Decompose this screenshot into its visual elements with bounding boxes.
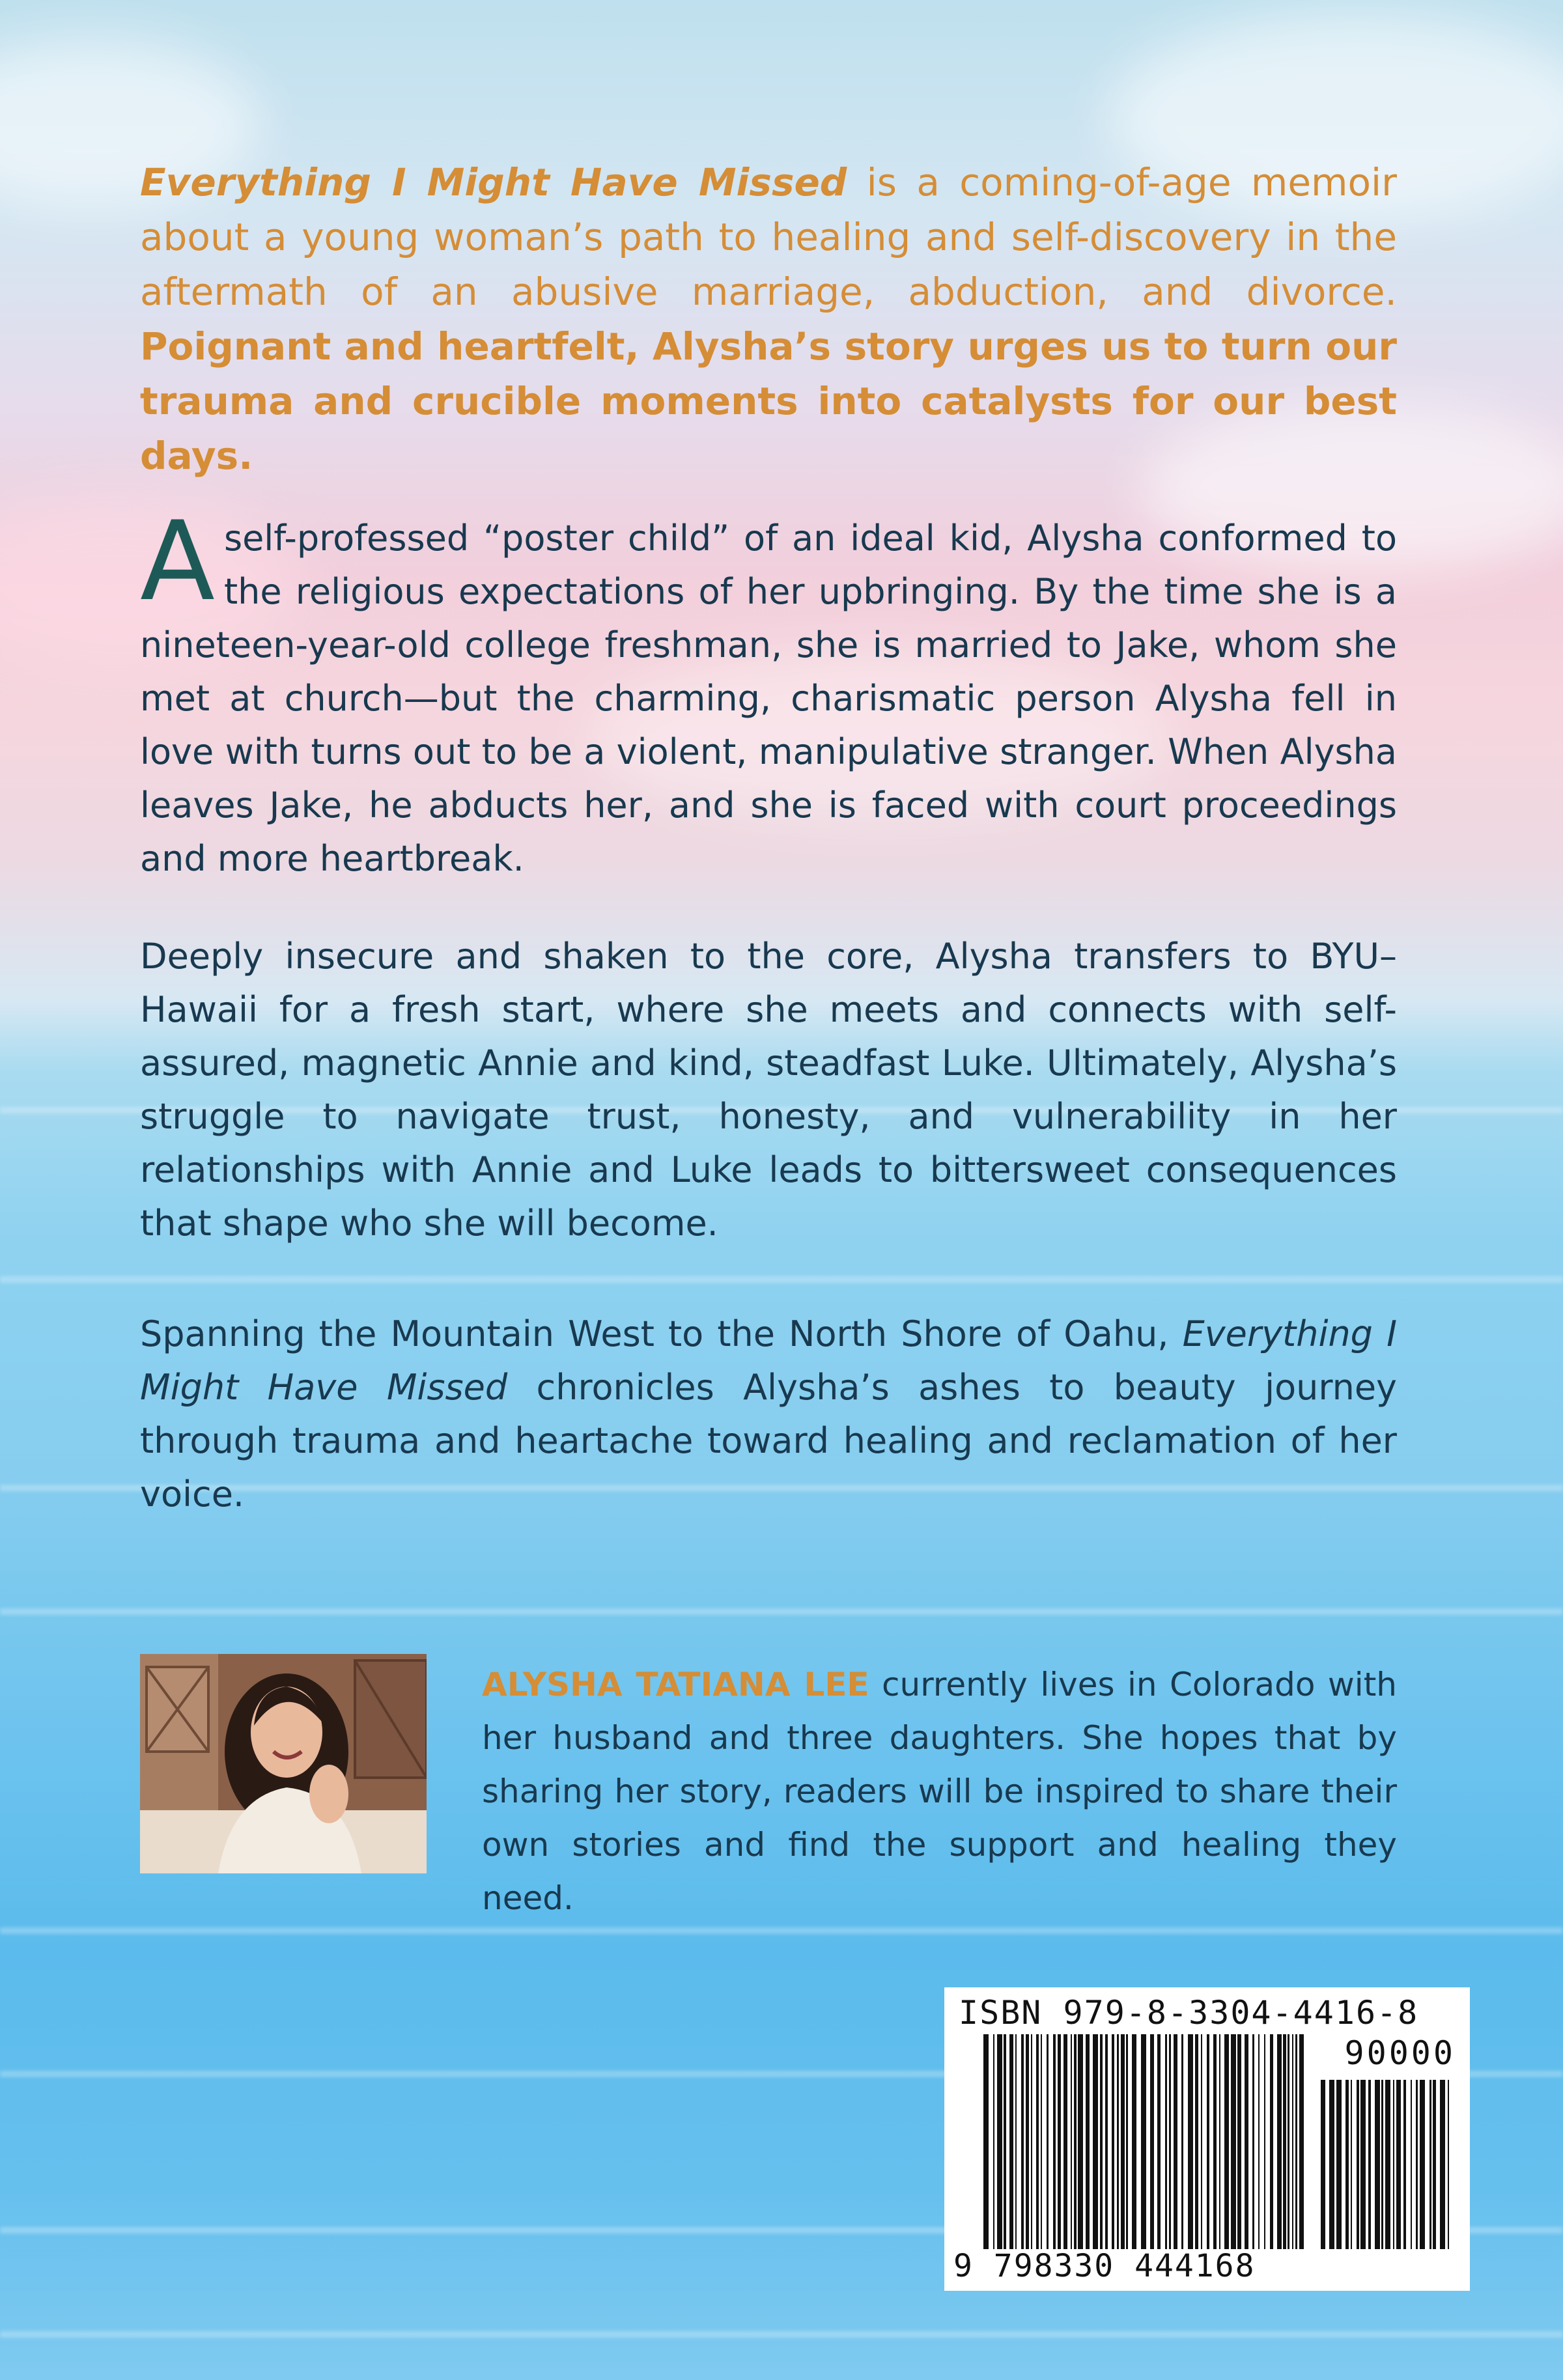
- barcode-bar: [1213, 2034, 1217, 2249]
- barcode-bar: [1074, 2034, 1077, 2249]
- barcode-bar: [1224, 2034, 1229, 2249]
- barcode-bar: [1036, 2034, 1039, 2249]
- synopsis-paragraph-2: Deeply insecure and shaken to the core, Alysha transfers to BYU–Hawaii for a fresh start, where she meets and connects with self-assured, magnetic Annie and kind, steadfast Luke. Ultimately, Alysha’s struggle to navigate trust, honesty, and vulnerability in her relationships with Annie and Luke leads to bittersweet consequences that shape who she will become.: [140, 936, 1397, 1244]
- barcode-bar: [997, 2034, 1002, 2249]
- barcode-bar: [1063, 2034, 1067, 2249]
- barcode-bar: [1157, 2034, 1161, 2249]
- barcode-bar: [1181, 2034, 1183, 2249]
- barcode-bar: [1283, 2034, 1286, 2249]
- barcode-bar: [1396, 2080, 1401, 2249]
- isbn-barcode: [944, 1987, 1470, 2291]
- barcode-bar: [1368, 2080, 1371, 2249]
- barcode-bar: [1429, 2080, 1431, 2249]
- barcode-bar: [1041, 2034, 1042, 2249]
- barcode-bar: [1015, 2034, 1017, 2249]
- barcode-bar: [1277, 2034, 1282, 2249]
- barcode-bar: [1403, 2080, 1406, 2249]
- barcode-bar: [1047, 2034, 1049, 2249]
- barcode-bar: [1411, 2080, 1412, 2249]
- barcode-bar: [1381, 2080, 1383, 2249]
- author-photo: [140, 1654, 427, 1873]
- barcode-bar: [1086, 2034, 1090, 2249]
- price-code: 90000: [1344, 2034, 1456, 2072]
- paragraph-3-book-title: Everything I Might Have Missed: [140, 1313, 1397, 1408]
- author-bio: [482, 1658, 1397, 1925]
- barcode-bar: [1071, 2034, 1072, 2249]
- barcode-bar: [1026, 2034, 1029, 2249]
- barcode-bar: [1345, 2080, 1349, 2249]
- wave-line: [0, 1927, 1563, 1934]
- barcode-bar: [1141, 2034, 1146, 2249]
- barcode-bar: [1440, 2080, 1445, 2249]
- barcode-bar: [1351, 2080, 1352, 2249]
- barcode-bar: [1031, 2034, 1032, 2249]
- promo-blurb: [140, 155, 1397, 483]
- barcode-bar: [1264, 2034, 1265, 2249]
- paragraph-3-end: chronicles Alysha’s ashes to beauty journey through trauma and heartache toward healing and reclamation of her voice.: [140, 1367, 1397, 1515]
- barcode-bar: [1375, 2080, 1380, 2249]
- barcode-bar: [1100, 2034, 1103, 2249]
- barcode-bar: [1329, 2080, 1334, 2249]
- barcode-bar: [1201, 2034, 1202, 2249]
- barcode-bar: [1336, 2080, 1342, 2249]
- drop-cap: A: [140, 497, 215, 625]
- author-name: ALYSHA TATIANA LEE: [482, 1666, 869, 1703]
- barcode-bar: [1112, 2034, 1114, 2249]
- synopsis-paragraph-1: [140, 497, 1397, 886]
- barcode-bar: [1093, 2034, 1098, 2249]
- barcode-bar: [1237, 2034, 1241, 2249]
- barcode-bar: [983, 2034, 989, 2249]
- barcode-bar: [1448, 2080, 1449, 2249]
- synopsis-paragraph-3: [140, 1308, 1397, 1521]
- blurb-description: is a coming-of-age memoir about a young woman’s path to healing and self-discovery in the aftermath of an abusive marriage, abduction, and divorce.: [140, 160, 1397, 314]
- barcode-bar: [1288, 2034, 1289, 2249]
- barcode-bar: [1105, 2034, 1108, 2249]
- wave-line: [0, 1276, 1563, 1283]
- wave-line: [0, 1608, 1563, 1615]
- barcode-bar: [1258, 2034, 1260, 2249]
- barcode-bar: [1188, 2034, 1193, 2249]
- barcode-bar: [1078, 2034, 1083, 2249]
- barcode-bar: [1292, 2034, 1293, 2249]
- blurb-tagline: Poignant and heartfelt, Alysha’s story urges us to turn our trauma and crucible moments into catalysts for our best days.: [140, 324, 1397, 478]
- barcode-bar: [1270, 2034, 1273, 2249]
- barcode-bar: [1174, 2034, 1177, 2249]
- paragraph-1-text: self-professed “poster child” of an ideal kid, Alysha conformed to the religious expectations of her upbringing. By the time she is a nineteen-year-old college freshman, she is married to Jake, whom she met at church—but the charming, charismatic person Alysha fell in love with turns out to be a violent, manipulative stranger. When Alysha leaves Jake, he abducts her, and she is faced with court proceedings and more heartbreak.: [140, 518, 1397, 879]
- barcode-bar: [1121, 2034, 1125, 2249]
- blurb-book-title: Everything I Might Have Missed: [140, 160, 847, 204]
- addon-barcode-bars: [1321, 2080, 1457, 2249]
- barcode-bar: [1393, 2080, 1394, 2249]
- barcode-bar: [1245, 2034, 1248, 2249]
- barcode-bar: [1207, 2034, 1209, 2249]
- barcode-bar: [1132, 2034, 1136, 2249]
- barcode-bar: [1385, 2080, 1390, 2249]
- barcode-bar: [1357, 2080, 1359, 2249]
- barcode-bar: [1009, 2034, 1013, 2249]
- isbn-digits: 9 798330 444168: [953, 2248, 1256, 2284]
- barcode-bar: [1295, 2034, 1297, 2249]
- barcode-bar: [1126, 2034, 1128, 2249]
- barcode-bar: [1053, 2034, 1056, 2249]
- barcode-bar: [1058, 2034, 1061, 2249]
- author-bio-text: currently lives in Colorado with her husband and three daughters. She hopes that by sharing her story, readers will be inspired to share their own stories and find the support and healing they need.: [482, 1666, 1397, 1917]
- barcode-bar: [1219, 2034, 1220, 2249]
- barcode-bar: [1117, 2034, 1119, 2249]
- barcode-bar: [1195, 2034, 1198, 2249]
- main-barcode-bars: [983, 2034, 1309, 2249]
- isbn-label: ISBN 979-8-3304-4416-8: [959, 1994, 1419, 2032]
- barcode-bar: [993, 2034, 994, 2249]
- barcode-bar: [1021, 2034, 1024, 2249]
- barcode-bar: [1004, 2034, 1006, 2249]
- barcode-bar: [1360, 2080, 1366, 2249]
- barcode-bar: [1252, 2034, 1254, 2249]
- paragraph-3-start: Spanning the Mountain West to the North Shore of Oahu,: [140, 1313, 1183, 1354]
- barcode-bar: [1321, 2080, 1325, 2249]
- author-portrait-illustration: [140, 1654, 427, 1873]
- barcode-bar: [1169, 2034, 1171, 2249]
- barcode-bar: [1416, 2080, 1418, 2249]
- barcode-bar: [1150, 2034, 1154, 2249]
- barcode-bar: [1420, 2080, 1425, 2249]
- barcode-bar: [1299, 2034, 1304, 2249]
- barcode-bar: [1231, 2034, 1236, 2249]
- barcode-bar: [1433, 2080, 1436, 2249]
- wave-line: [0, 2331, 1563, 2338]
- barcode-bar: [1165, 2034, 1167, 2249]
